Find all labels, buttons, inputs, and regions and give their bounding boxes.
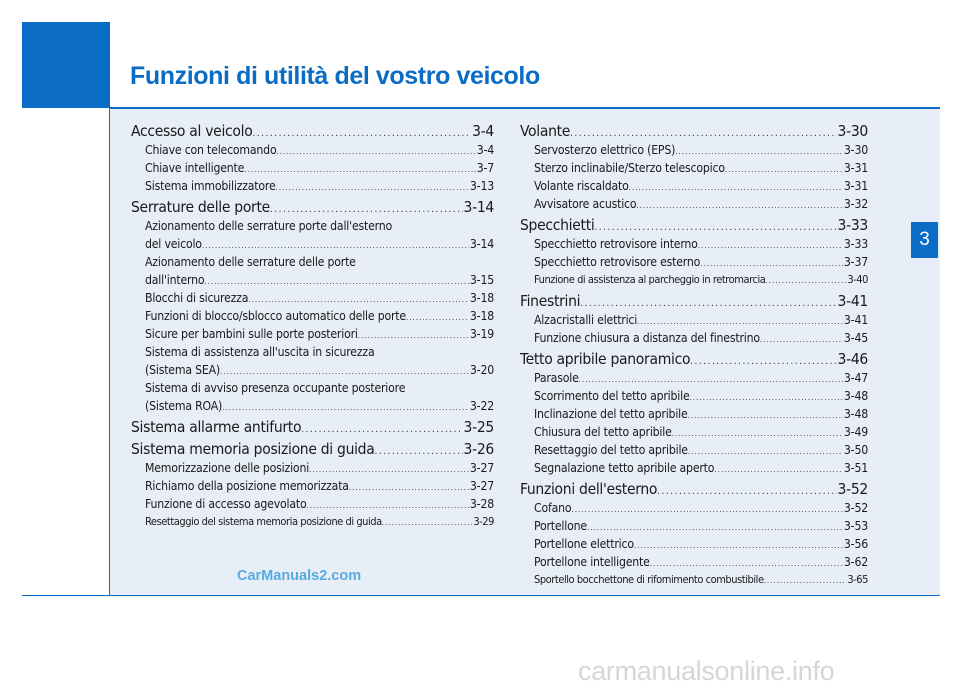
- page-number: 3-26: [463, 440, 494, 458]
- page-number: 3-50: [843, 443, 868, 457]
- page-number: 3-48: [843, 389, 868, 403]
- page-number: 3-28: [469, 497, 494, 511]
- toc-section[interactable]: [131, 197, 494, 217]
- entry-label: Specchietto retrovisore esterno: [534, 255, 701, 269]
- toc-section[interactable]: [520, 215, 868, 235]
- page-number: 3-27: [469, 461, 494, 475]
- dot-leader: [657, 482, 836, 502]
- toc-section[interactable]: [520, 291, 868, 311]
- entry-label: Volante riscaldato: [534, 179, 629, 193]
- page-number: 3-30: [837, 122, 868, 140]
- toc-item[interactable]: [145, 477, 494, 495]
- page-number: 3-31: [843, 179, 868, 193]
- toc-item[interactable]: [534, 177, 868, 195]
- entry-label: Funzione chiusura a distanza del finestrino: [534, 331, 760, 345]
- bottom-divider: [22, 595, 940, 596]
- dot-leader: [636, 197, 843, 215]
- entry-label: Chiave con telecomando: [145, 143, 277, 157]
- toc-item[interactable]: [145, 325, 494, 343]
- page-number: 3-41: [837, 292, 868, 310]
- dot-leader: [690, 352, 836, 372]
- entry-label: Sterzo inclinabile/Sterzo telescopico: [534, 161, 725, 175]
- entry-label: Specchietto retrovisore interno: [534, 237, 698, 251]
- entry-label: Sportello bocchettone di rifornimento combustibile: [534, 573, 764, 586]
- toc-item[interactable]: [145, 513, 494, 531]
- toc-item[interactable]: [534, 423, 868, 441]
- toc-item-line: Azionamento delle serrature delle porte: [145, 255, 356, 269]
- carmanuals-watermark[interactable]: CarManuals2.com: [237, 568, 362, 584]
- page-number: 3-48: [843, 407, 868, 421]
- entry-label: Volante: [520, 122, 571, 140]
- page-number: 3-19: [469, 327, 494, 341]
- toc-item[interactable]: [534, 387, 868, 405]
- entry-label: Parasole: [534, 371, 579, 385]
- chapter-color-block: [22, 22, 110, 108]
- dot-leader: [222, 399, 469, 417]
- dot-leader: [382, 514, 473, 532]
- entry-label: Sistema allarme antifurto: [131, 418, 302, 436]
- page-number: 3-53: [843, 519, 868, 533]
- page-number: 3-14: [463, 198, 494, 216]
- dot-leader: [698, 237, 843, 255]
- toc-item[interactable]: [534, 195, 868, 213]
- toc-item[interactable]: [534, 235, 868, 253]
- entry-label: Blocchi di sicurezza: [145, 291, 249, 305]
- entry-label: Resettaggio del sistema memoria posizione di guida: [145, 515, 382, 528]
- page-number: 3-33: [837, 216, 868, 234]
- page-number: 3-32: [843, 197, 868, 211]
- page-number: 3-30: [843, 143, 868, 157]
- page-number: 3-18: [469, 309, 494, 323]
- entry-label: Avvisatore acustico: [534, 197, 637, 211]
- entry-label: Funzione di assistenza al parcheggio in retromarcia: [534, 273, 766, 286]
- toc-item[interactable]: [534, 311, 868, 329]
- entry-label: Chiave intelligente: [145, 161, 245, 175]
- page-number: 3-47: [843, 371, 868, 385]
- entry-label: Tetto apribile panoramico: [520, 350, 691, 368]
- entry-label: Cofano: [534, 501, 572, 515]
- page-number: 3-27: [469, 479, 494, 493]
- entry-label: Scorrimento del tetto apribile: [534, 389, 690, 403]
- toc-item[interactable]: [534, 159, 868, 177]
- page-number: 3-45: [843, 331, 868, 345]
- page-number: 3-52: [837, 480, 868, 498]
- toc-item[interactable]: [534, 499, 868, 517]
- dot-leader: [244, 161, 476, 179]
- toc-item[interactable]: [145, 397, 494, 415]
- footer-watermark: carmanualsonline.info: [578, 656, 835, 686]
- toc-item[interactable]: [145, 459, 494, 477]
- page-number: 3-56: [843, 537, 868, 551]
- entry-label: Resettaggio del tetto apribile: [534, 443, 688, 457]
- dot-leader: [301, 420, 462, 440]
- page-number: 3-41: [843, 313, 868, 327]
- entry-label: Serrature delle porte: [131, 198, 270, 216]
- dot-leader: [634, 537, 843, 555]
- entry-label: Finestrini: [520, 292, 581, 310]
- toc-item[interactable]: [534, 405, 868, 423]
- dot-leader: [690, 389, 843, 407]
- entry-label: Alzacristalli elettrici: [534, 313, 638, 327]
- dot-leader: [406, 309, 469, 327]
- page-title: Funzioni di utilità del vostro veicolo: [130, 62, 540, 90]
- toc-item[interactable]: [145, 289, 494, 307]
- toc-item[interactable]: [145, 159, 494, 177]
- dot-leader: [276, 179, 469, 197]
- dot-leader: [725, 161, 843, 179]
- vertical-divider: [109, 22, 110, 596]
- page-number: 3-37: [843, 255, 868, 269]
- toc-item[interactable]: [145, 235, 494, 253]
- page-number: 3-65: [847, 573, 868, 586]
- entry-label: Funzione di accesso agevolato: [145, 497, 307, 511]
- toc-left-column: [131, 119, 494, 531]
- page-number: 3-14: [469, 237, 494, 251]
- dot-leader: [760, 331, 843, 349]
- entry-label: Funzioni di blocco/sblocco automatico delle porte: [145, 309, 406, 323]
- entry-label: Inclinazione del tetto apribile: [534, 407, 688, 421]
- toc-section[interactable]: [131, 439, 494, 459]
- page-number: 3-31: [843, 161, 868, 175]
- dot-leader: [276, 143, 475, 161]
- page-number: 3-4: [476, 143, 494, 157]
- toc-item[interactable]: [534, 459, 868, 477]
- entry-label: Specchietti: [520, 216, 595, 234]
- page-number: 3-7: [476, 161, 494, 175]
- entry-label: Portellone intelligente: [534, 555, 650, 569]
- page-number: 3-13: [469, 179, 494, 193]
- toc-item[interactable]: [534, 441, 868, 459]
- entry-label: Servosterzo elettrico (EPS): [534, 143, 676, 157]
- toc-item[interactable]: [145, 361, 494, 379]
- page-number: 3-15: [469, 273, 494, 287]
- toc-item-line: Sistema di assistenza all'uscita in sicurezza: [145, 345, 375, 359]
- dot-leader: [765, 272, 846, 290]
- page-number: 3-4: [472, 122, 494, 140]
- page-number: 3-25: [463, 418, 494, 436]
- entry-label: Segnalazione tetto apribile aperto: [534, 461, 715, 475]
- toc-item[interactable]: [534, 517, 868, 535]
- page-number: 3-46: [837, 350, 868, 368]
- page-number: 3-22: [469, 399, 494, 413]
- page-number: 3-52: [843, 501, 868, 515]
- entry-label: Accesso al veicolo: [131, 122, 253, 140]
- toc-item-line: Azionamento delle serrature porte dall'esterno: [145, 219, 393, 233]
- entry-label: Portellone: [534, 519, 587, 533]
- entry-label: Sistema immobilizzatore: [145, 179, 276, 193]
- page-number: 3-18: [469, 291, 494, 305]
- toc-item[interactable]: [534, 535, 868, 553]
- toc-item[interactable]: [534, 553, 868, 571]
- dot-leader: [252, 124, 471, 144]
- page-number: 3-51: [843, 461, 868, 475]
- dot-leader: [714, 461, 843, 479]
- toc-item-line: Sistema di avviso presenza occupante posteriore: [145, 381, 406, 395]
- toc-item[interactable]: [145, 141, 494, 159]
- toc-item[interactable]: [534, 141, 868, 159]
- toc-item[interactable]: [145, 271, 494, 289]
- page-number: 3-20: [469, 363, 494, 377]
- toc-item[interactable]: [534, 271, 868, 289]
- toc-item[interactable]: [534, 253, 868, 271]
- dot-leader: [672, 425, 843, 443]
- toc-section[interactable]: [131, 417, 494, 437]
- toc-section[interactable]: [131, 121, 494, 141]
- entry-label: Sicure per bambini sulle porte posteriori: [145, 327, 358, 341]
- dot-leader: [764, 572, 847, 590]
- dot-leader: [688, 407, 843, 425]
- entry-label: del veicolo: [145, 237, 202, 251]
- chapter-tab[interactable]: 3: [911, 222, 938, 258]
- toc-section[interactable]: [520, 479, 868, 499]
- entry-label: (Sistema SEA): [145, 363, 220, 377]
- toc-item[interactable]: [145, 495, 494, 513]
- entry-label: Sistema memoria posizione di guida: [131, 440, 375, 458]
- toc-section[interactable]: [520, 121, 868, 141]
- page-number: 3-40: [847, 273, 868, 286]
- dot-leader: [374, 442, 462, 462]
- toc-section[interactable]: [520, 349, 868, 369]
- toc-item[interactable]: [145, 177, 494, 195]
- page-number: 3-33: [843, 237, 868, 251]
- entry-label: dall'interno: [145, 273, 205, 287]
- entry-label: Memorizzazione delle posizioni: [145, 461, 310, 475]
- page-number: 3-49: [843, 425, 868, 439]
- toc-item[interactable]: [534, 329, 868, 347]
- toc-item[interactable]: [534, 571, 868, 589]
- dot-leader: [349, 479, 469, 497]
- entry-label: Chiusura del tetto apribile: [534, 425, 672, 439]
- page-number: 3-62: [843, 555, 868, 569]
- entry-label: Funzioni dell'esterno: [520, 480, 658, 498]
- dot-leader: [571, 501, 843, 519]
- toc-item[interactable]: [534, 369, 868, 387]
- toc-right-column: [520, 119, 868, 589]
- entry-label: (Sistema ROA): [145, 399, 223, 413]
- entry-label: Richiamo della posizione memorizzata: [145, 479, 349, 493]
- dot-leader: [629, 179, 843, 197]
- entry-label: Portellone elettrico: [534, 537, 634, 551]
- toc-item[interactable]: [145, 307, 494, 325]
- page-number: 3-29: [473, 515, 494, 528]
